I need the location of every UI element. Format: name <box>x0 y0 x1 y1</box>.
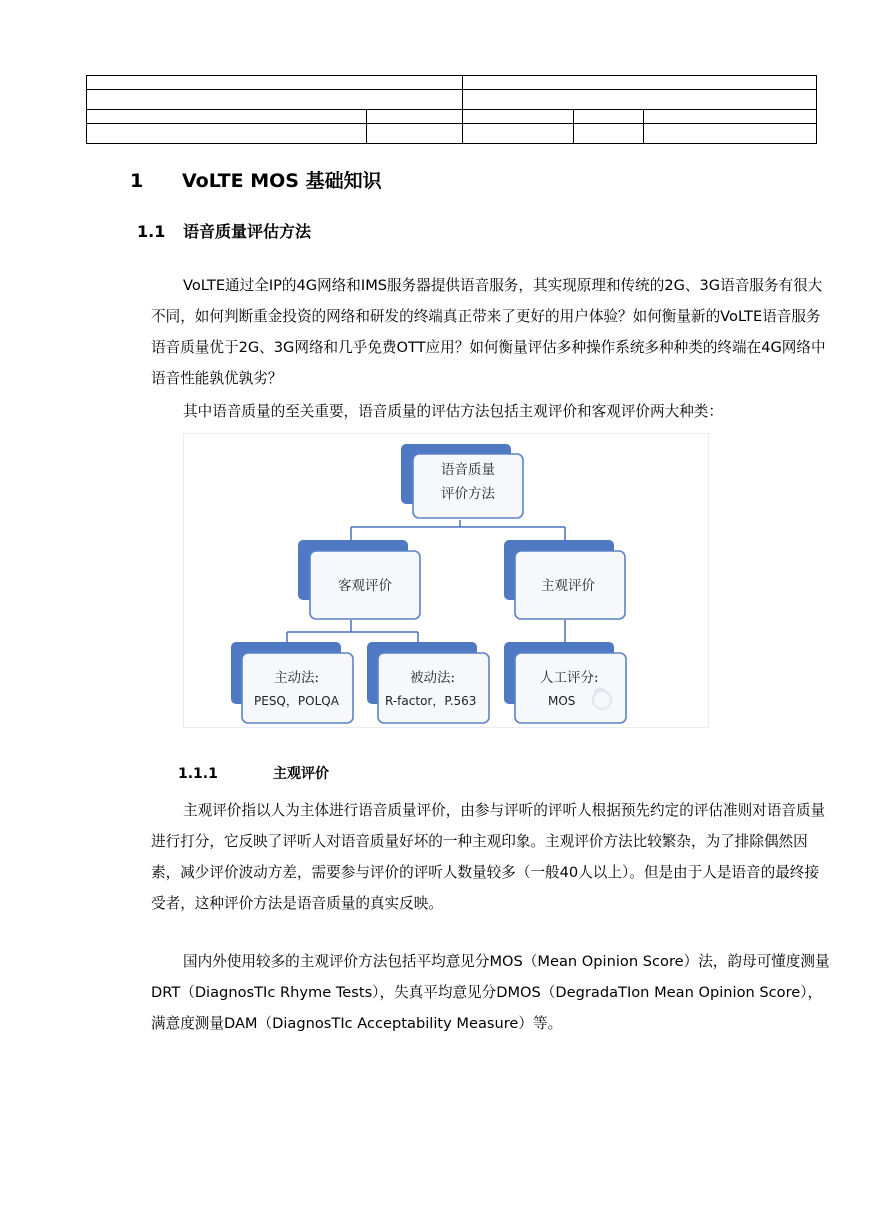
manual-label-line1: 人工评分: <box>540 670 599 686</box>
heading-2-title: 语音质量评估方法 <box>183 222 312 241</box>
paragraph-intro: VoLTE通过全IP的4G网络和IMS服务器提供语音服务，其实现原理和传统的2G、3G语音服务有很大不同，如何判断重金投资的网络和研发的终端真正带来了更好的用户体验？如何衡量新的VoLTE语音服务语音质量优于2G、3G网络和几乎免费OTT应用？如何衡量评估多种操作系统多种种类的终端在4G网络中语音性能孰优孰劣？ <box>151 277 826 387</box>
root-node <box>401 444 523 518</box>
objective-node <box>298 540 420 619</box>
heading-3-title: 主观评价 <box>273 766 329 782</box>
heading-1-title: VoLTE MOS 基础知识 <box>182 170 382 192</box>
header-cell <box>367 124 463 144</box>
heading-3 <box>178 763 329 783</box>
header-table <box>86 75 817 144</box>
paragraph-subjective: 主观评价指以人为主体进行语音质量评价，由参与评听的评听人根据预先约定的评估准则对语音质量进行打分，它反映了评听人对语音质量好坏的一种主观印象。主观评价方法比较繁杂，为了排除偶然因素，减少评价波动方差，需要参与评价的评听人数量较多（一般40人以上）。但是由于人是语音的最终接受者，这种评价方法是语音质量的真实反映。 <box>151 802 826 912</box>
objective-label: 客观评价 <box>338 578 392 594</box>
evaluation-methods-diagram <box>183 433 709 728</box>
heading-1-number: 1 <box>130 170 144 192</box>
root-label-line2: 评价方法 <box>441 486 495 502</box>
heading-3-number: 1.1.1 <box>178 766 218 782</box>
header-cell <box>644 110 817 124</box>
header-cell <box>463 90 817 110</box>
paragraph-methods-list: 国内外使用较多的主观评价方法包括平均意见分MOS（Mean Opinion Score）法，韵母可懂度测量DRT（DiagnosTIc Rhyme Tests），失真平均意见分DMOS（DegradaTIon Mean Opinion Score），满意度测量DAM（DiagnosTIc Acceptability Measure）等。 <box>151 953 830 1032</box>
header-cell <box>574 124 644 144</box>
heading-2-number: 1.1 <box>137 222 166 241</box>
header-cell <box>463 124 574 144</box>
manual-scoring-node <box>504 642 626 723</box>
header-cell <box>87 76 463 90</box>
header-cell <box>574 110 644 124</box>
paragraph-methods: 其中语音质量的至关重要，语音质量的评估方法包括主观评价和客观评价两大种类： <box>183 403 723 420</box>
header-cell <box>87 110 367 124</box>
heading-2 <box>137 219 311 242</box>
heading-1 <box>130 166 382 193</box>
header-cell <box>87 90 463 110</box>
header-cell <box>367 110 463 124</box>
header-cell <box>644 124 817 144</box>
header-cell <box>463 110 574 124</box>
passive-label-line1: 被动法: <box>410 670 456 686</box>
active-label-line1: 主动法: <box>274 670 320 686</box>
connector-objective-children <box>287 620 418 644</box>
header-cell <box>87 124 367 144</box>
subjective-label: 主观评价 <box>541 578 595 594</box>
subjective-node <box>504 540 625 619</box>
active-label-line2: PESQ，POLQA <box>254 694 339 708</box>
passive-label-line2: R-factor，P.563 <box>385 694 477 708</box>
header-cell <box>463 76 817 90</box>
root-label-line1: 语音质量 <box>441 462 495 478</box>
active-method-node <box>231 642 353 723</box>
passive-method-node <box>367 642 489 723</box>
manual-label-line2: MOS <box>548 694 576 708</box>
